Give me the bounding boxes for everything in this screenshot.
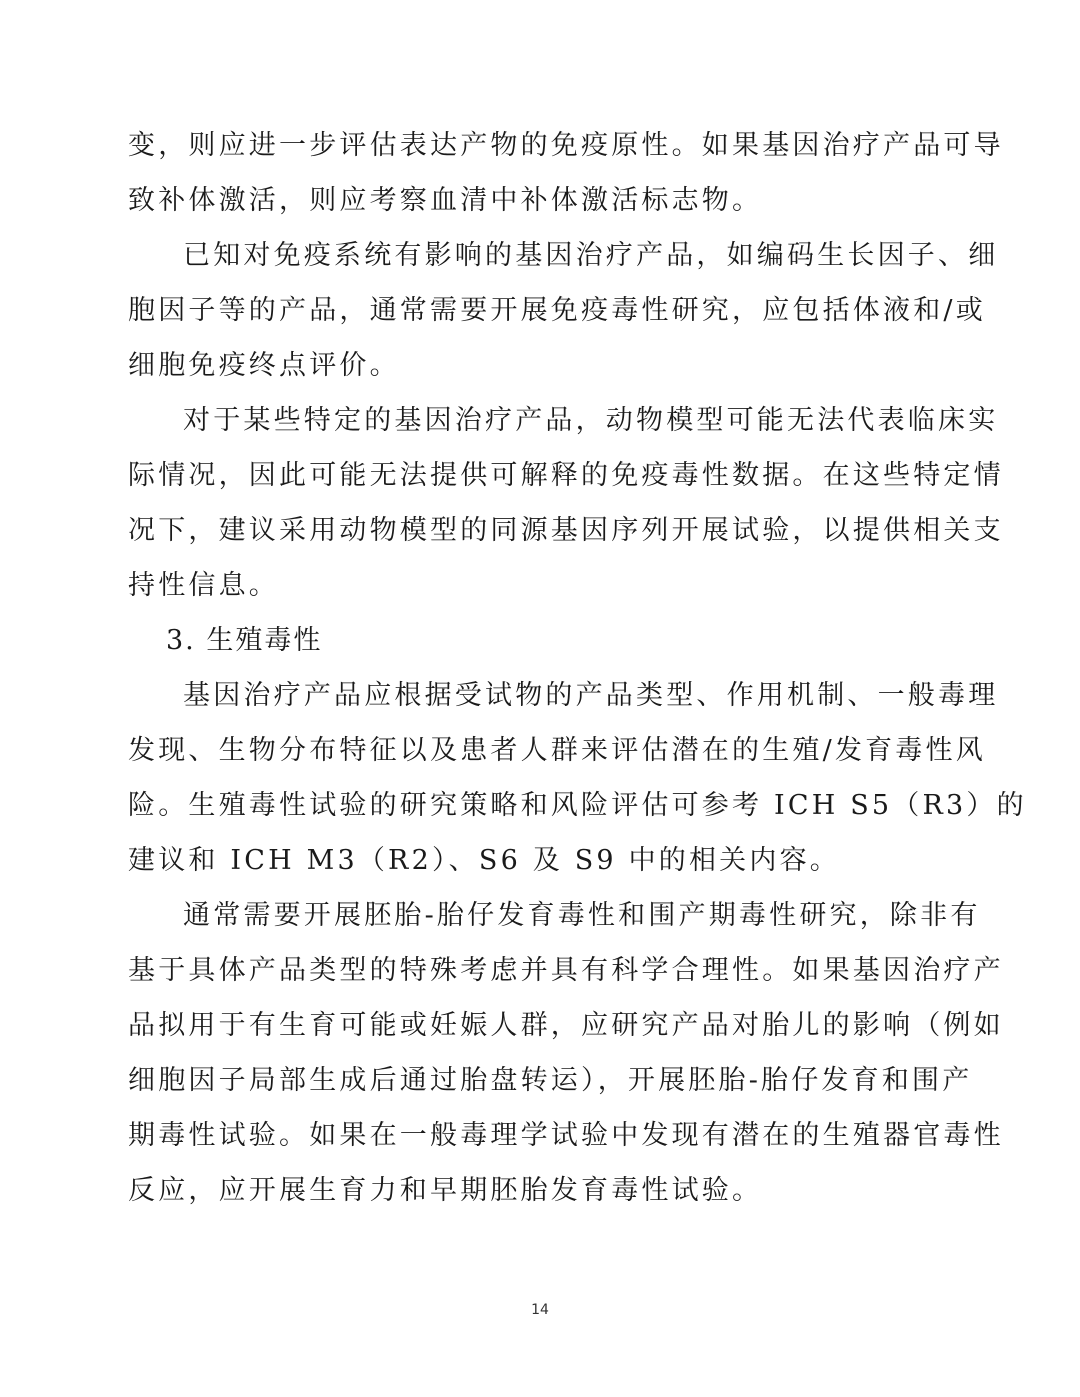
- body-text-line: 细胞免疫终点评价。: [128, 350, 400, 381]
- section-heading: 3. 生殖毒性: [166, 625, 323, 656]
- body-text-line: 险。生殖毒性试验的研究策略和风险评估可参考 ICH S5（R3）的: [128, 790, 1027, 821]
- page-number: 14: [531, 1302, 549, 1318]
- body-text-line: 致补体激活，则应考察血清中补体激活标志物。: [128, 185, 763, 216]
- body-text-line: 反应，应开展生育力和早期胚胎发育毒性试验。: [128, 1175, 763, 1206]
- body-text-line: 基于具体产品类型的特殊考虑并具有科学合理性。如果基因治疗产: [128, 955, 1004, 986]
- body-text-line: 发现、生物分布特征以及患者人群来评估潜在的生殖/发育毒性风: [128, 735, 986, 766]
- body-text-line: 况下，建议采用动物模型的同源基因序列开展试验，以提供相关支: [128, 515, 1004, 546]
- body-text-line: 细胞因子局部生成后通过胎盘转运），开展胚胎-胎仔发育和围产: [128, 1065, 973, 1096]
- paragraph-first-line: 已知对免疫系统有影响的基因治疗产品，如编码生长因子、细: [183, 240, 999, 271]
- body-text-line: 建议和 ICH M3（R2）、S6 及 S9 中的相关内容。: [128, 845, 840, 876]
- body-text-line: 品拟用于有生育可能或妊娠人群，应研究产品对胎儿的影响（例如: [128, 1010, 1004, 1041]
- body-text-line: 持性信息。: [128, 570, 279, 601]
- paragraph-first-line: 通常需要开展胚胎-胎仔发育毒性和围产期毒性研究，除非有: [183, 900, 981, 931]
- body-text-line: 际情况，因此可能无法提供可解释的免疫毒性数据。在这些特定情: [128, 460, 1004, 491]
- body-text-line: 期毒性试验。如果在一般毒理学试验中发现有潜在的生殖器官毒性: [128, 1120, 1004, 1151]
- paragraph-first-line: 基因治疗产品应根据受试物的产品类型、作用机制、一般毒理: [183, 680, 999, 711]
- body-text-line: 胞因子等的产品，通常需要开展免疫毒性研究，应包括体液和/或: [128, 295, 986, 326]
- body-text-line: 变，则应进一步评估表达产物的免疫原性。如果基因治疗产品可导: [128, 130, 1004, 161]
- paragraph-first-line: 对于某些特定的基因治疗产品，动物模型可能无法代表临床实: [183, 405, 999, 436]
